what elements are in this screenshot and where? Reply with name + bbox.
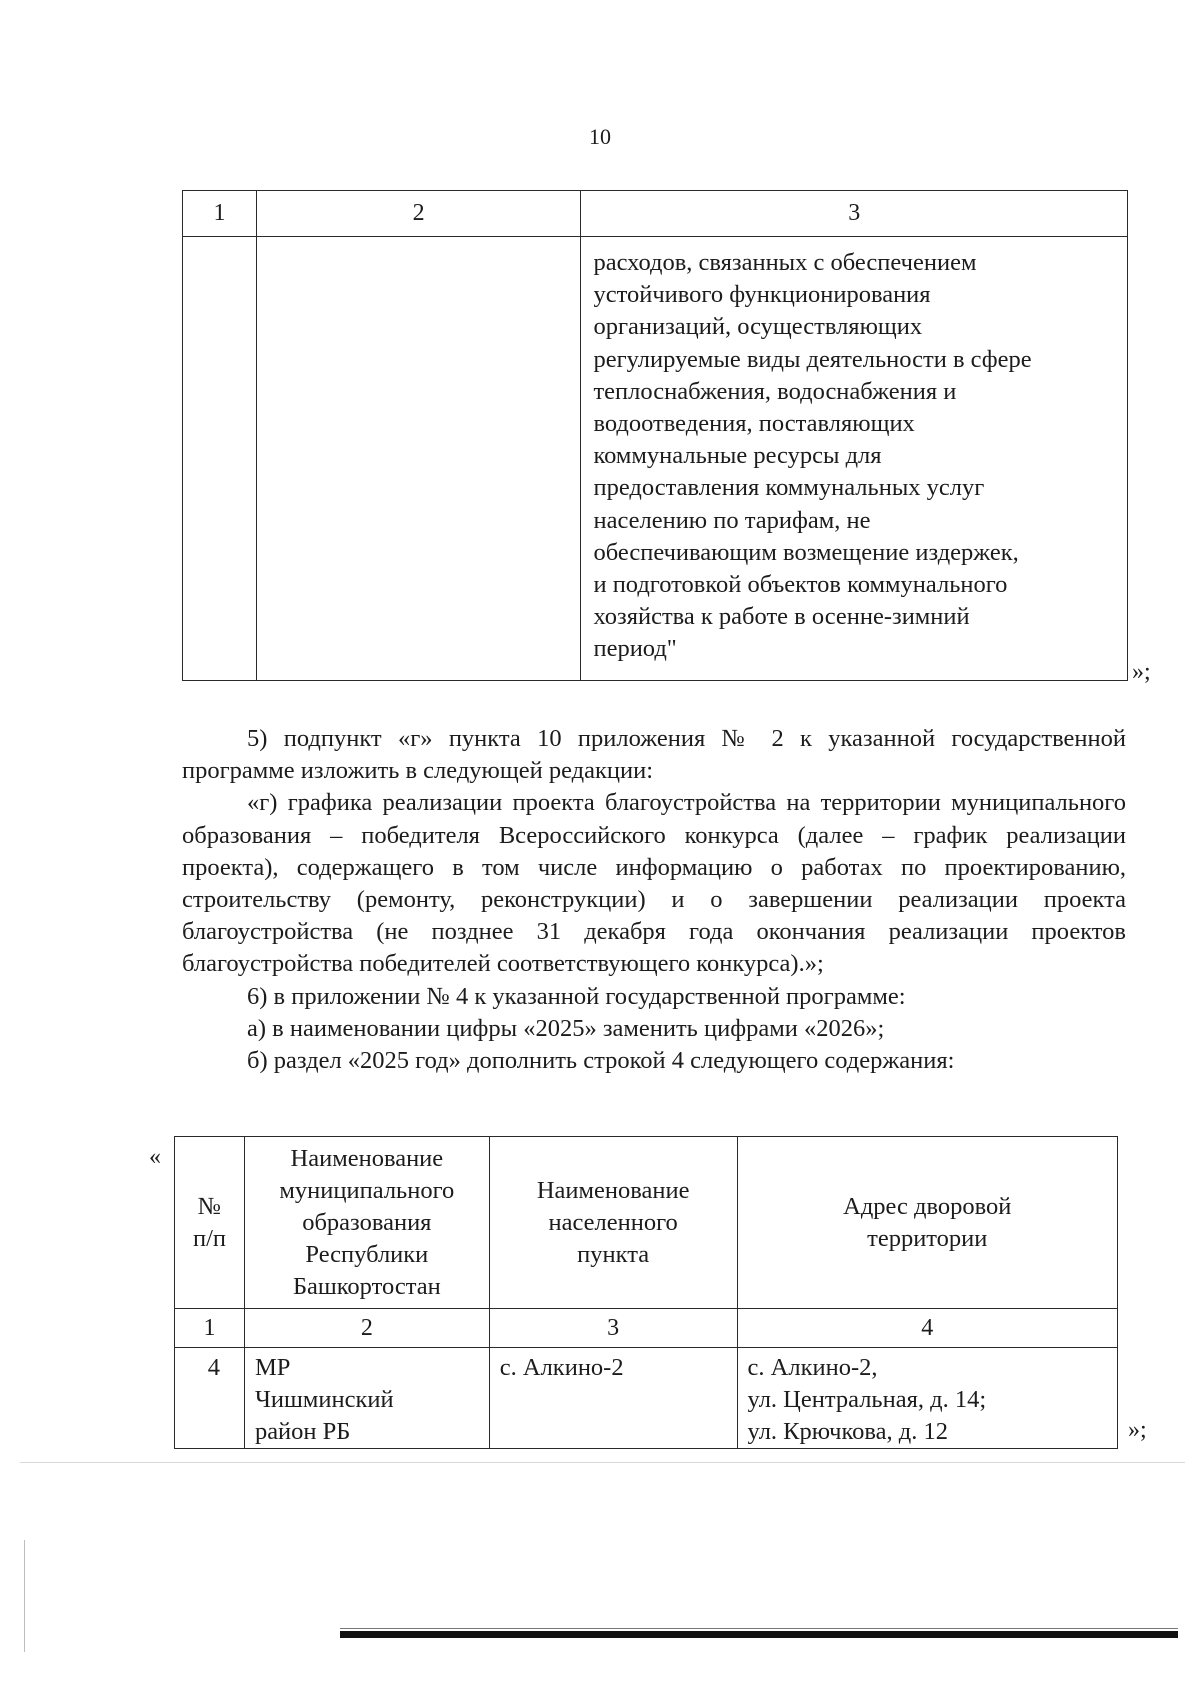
cell-col3-text <box>581 237 1127 666</box>
col-header-2: 2 <box>256 191 581 237</box>
text-line: хозяйства к работе в осенне-зимний <box>593 603 970 631</box>
table2-opening-quote: « <box>149 1144 161 1170</box>
text-line: и подготовкой объектов коммунального <box>593 571 1008 599</box>
cell-line: район РБ <box>254 1418 351 1445</box>
scan-edge-bar <box>340 1631 1178 1638</box>
text-line: регулируемые виды деятельности в сфере <box>593 345 1032 373</box>
text-line: обеспечивающим возмещение издержек, <box>593 538 1019 566</box>
cell-line: с. Алкино-2, <box>747 1354 878 1381</box>
paragraph: 5) подпункт «г» пункта 10 приложения № 2 к указанной государственной программе изложить в следующей редакции: <box>182 725 1126 785</box>
text-line: период" <box>593 635 677 663</box>
cell-line: ул. Крючкова, д. 12 <box>747 1418 948 1445</box>
table-row <box>175 1348 1118 1449</box>
amendment-table <box>182 190 1128 681</box>
header-line: муниципального <box>279 1176 455 1204</box>
row-settlement: с. Алкино-2 <box>489 1348 737 1449</box>
col-number: 1 <box>175 1309 245 1348</box>
col-number: 2 <box>244 1309 489 1348</box>
col-number: 3 <box>489 1309 737 1348</box>
scan-artifact-mark <box>24 1540 25 1652</box>
table1-closing-quote: »; <box>1132 659 1151 685</box>
paragraph: «г) графика реализации проекта благоустройства на территории муниципального образования – победителя Всероссийского конкурса (далее – график реализации проекта), содержащего в том числе информацию о работах по проектированию, строительству (ремонту, реконструкции) и о завершении реализации проекта благоустройства (не позднее 31 декабря года окончания реализации проектов благоустройства победителей соответствующего конкурса).»; <box>182 789 1126 978</box>
col-header-number <box>175 1137 245 1309</box>
cell-col2 <box>256 237 581 681</box>
text-line: населению по тарифам, не <box>593 506 871 534</box>
col-header-1: 1 <box>183 191 257 237</box>
paragraph: а) в наименовании цифры «2025» заменить цифрами «2026»; <box>247 1014 885 1042</box>
header-line: Адрес дворовой <box>843 1192 1012 1220</box>
col-header-address <box>737 1137 1117 1309</box>
scan-edge-line <box>340 1628 1178 1629</box>
col-header-municipality <box>244 1137 489 1309</box>
header-line: Башкортостан <box>292 1272 441 1300</box>
page-number: 10 <box>589 124 611 149</box>
cell-line: Чишминский <box>254 1386 394 1413</box>
header-line: Наименование <box>290 1144 444 1172</box>
row-municipality <box>244 1348 489 1449</box>
scan-artifact-line <box>20 1462 1185 1463</box>
text-line: теплоснабжения, водоснабжения и <box>593 377 957 405</box>
text-line: предоставления коммунальных услуг <box>593 474 985 502</box>
text-line: устойчивого функционирования <box>593 281 931 309</box>
table2-closing-quote: »; <box>1128 1417 1147 1443</box>
header-line: Наименование <box>536 1176 690 1204</box>
body-text <box>182 723 1126 1077</box>
header-line: п/п <box>192 1224 226 1252</box>
row-address <box>737 1348 1117 1449</box>
text-line: водоотведения, поставляющих <box>593 410 915 438</box>
cell-line: МР <box>254 1354 291 1381</box>
header-line: населенного <box>548 1208 678 1236</box>
paragraph: 6) в приложении № 4 к указанной государственной программе: <box>247 982 906 1010</box>
header-line: образования <box>302 1208 432 1236</box>
header-line: пункта <box>577 1240 650 1268</box>
row-number: 4 <box>175 1348 245 1449</box>
col-number: 4 <box>737 1309 1117 1348</box>
column-number-row <box>175 1309 1118 1348</box>
text-line: организаций, осуществляющих <box>593 313 923 341</box>
text-line: расходов, связанных с обеспечением <box>593 249 977 276</box>
col-header-settlement <box>489 1137 737 1309</box>
table-header-row <box>183 191 1128 237</box>
header-line: № <box>197 1192 222 1220</box>
table-row <box>183 237 1128 681</box>
courtyard-table <box>174 1136 1118 1449</box>
cell-col1 <box>183 237 257 681</box>
header-line: Республики <box>305 1240 429 1268</box>
cell-line: ул. Центральная, д. 14; <box>747 1386 987 1413</box>
table-header-row <box>175 1137 1118 1309</box>
text-line: коммунальные ресурсы для <box>593 442 882 470</box>
paragraph: б) раздел «2025 год» дополнить строкой 4 следующего содержания: <box>247 1047 955 1075</box>
cell-col3 <box>581 237 1128 681</box>
col-header-3: 3 <box>581 191 1128 237</box>
header-line: территории <box>867 1224 988 1252</box>
